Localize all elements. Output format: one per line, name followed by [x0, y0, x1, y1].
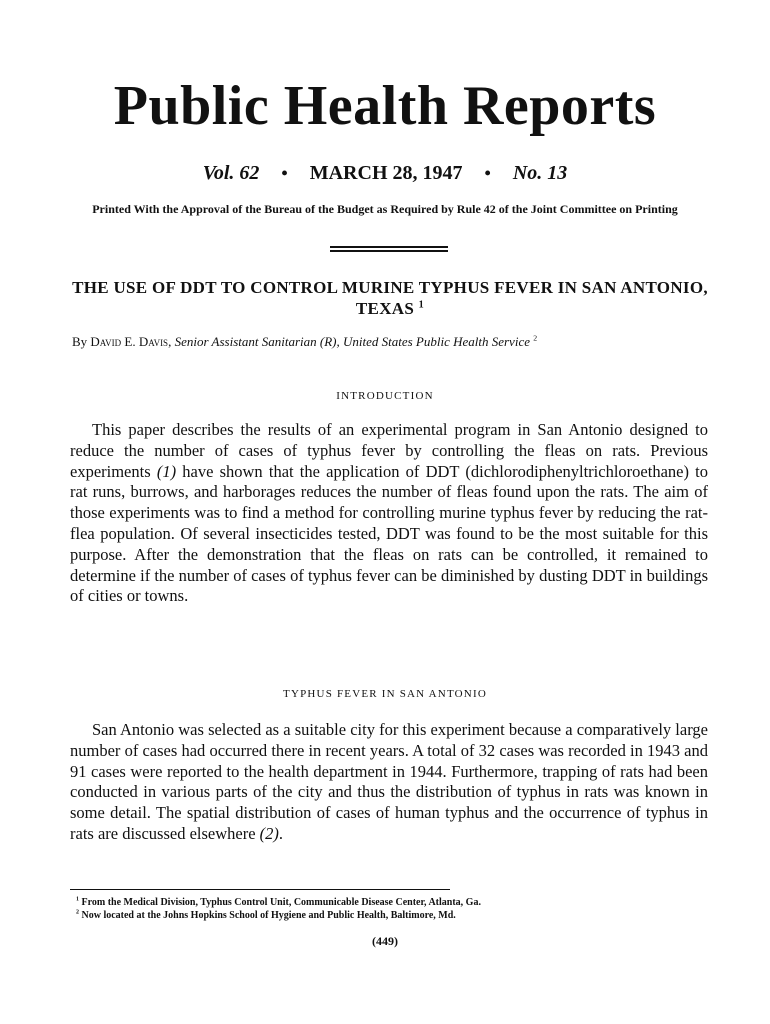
byline-prefix: By [72, 334, 88, 349]
footnote-item [76, 896, 716, 909]
volume-number: Vol. 62 [202, 162, 260, 184]
section-heading-introduction: INTRODUCTION [336, 390, 434, 402]
bullet-separator: • [281, 163, 288, 183]
paragraph-text: . [278, 823, 284, 843]
paragraph-introduction [70, 420, 708, 607]
article-title [60, 277, 720, 319]
footnotes [76, 896, 716, 922]
footnote-mark: 2 [76, 909, 79, 916]
paragraph-text: San Antonio was selected as a suitable city for this experiment because a comparatively large number of cases had occurred there in recent years. A total of 32 cases was recorded in 1943 and 91 cases were reported to the health department in 1944. Furthermore, trapping of rats had been conducted in various parts of the city and thus the distribution of typhus in rats was known in some detail. The spatial distribution of cases of human typhus and the occurrence of typhus in rats are discussed elsewhere [70, 720, 708, 843]
reference-citation: (1) [156, 461, 177, 481]
footnote-divider [70, 889, 450, 890]
footnote-text: From the Medical Division, Typhus Control Unit, Communicable Disease Center, Atlanta, Ga. [81, 897, 481, 908]
issue-number: No. 13 [512, 162, 568, 184]
article-title-text: THE USE OF DDT TO CONTROL MURINE TYPHUS FEVER IN SAN ANTONIO, TEXAS [72, 278, 708, 318]
footnote-mark: 2 [533, 333, 538, 343]
section-heading-typhus-fever: TYPHUS FEVER IN SAN ANTONIO [283, 688, 487, 700]
byline [72, 333, 712, 350]
journal-title: Public Health Reports [113, 75, 657, 137]
author-role: Senior Assistant Sanitarian (R), United States Public Health Service [174, 334, 530, 349]
reference-citation: (2) [259, 823, 279, 843]
footnote-mark: 1 [76, 896, 79, 903]
page-number: (449) [372, 934, 398, 948]
paragraph-text: have shown that the application of DDT (dichlorodiphenyltrichloroethane) to rat runs, burrows, and harborages reduces the number of fleas found upon the rats. The aim of those experiments was to find a method for controlling murine typhus fever by reducing the rat-flea population. Of several insecticides tested, DDT was found to be the most suitable for this purpose. After the demonstration that the fleas on rats can be controlled, it remained to determine if the number of cases of typhus fever can be diminished by dusting DDT in buildings of cities or towns. [70, 461, 708, 606]
issue-date: MARCH 28, 1947 [309, 162, 463, 184]
issue-line [0, 163, 770, 183]
footnote-text: Now located at the Johns Hopkins School of Hygiene and Public Health, Baltimore, Md. [81, 910, 456, 921]
author-name: David E. Davis, [90, 334, 172, 349]
printing-approval-note: Printed With the Approval of the Bureau of the Budget as Required by Rule 42 of the Joint Committee on Printing [92, 202, 678, 216]
double-rule-divider [330, 246, 448, 252]
footnote-item [76, 909, 716, 922]
paragraph-typhus-fever [70, 720, 708, 845]
footnote-mark: 1 [418, 299, 425, 311]
bullet-separator: • [484, 163, 491, 183]
paragraph-text: This paper describes the results of an experimental program in San Antonio designed to reduce the number of cases of typhus fever by controlling the fleas on rats. Previous experiments [70, 420, 708, 481]
